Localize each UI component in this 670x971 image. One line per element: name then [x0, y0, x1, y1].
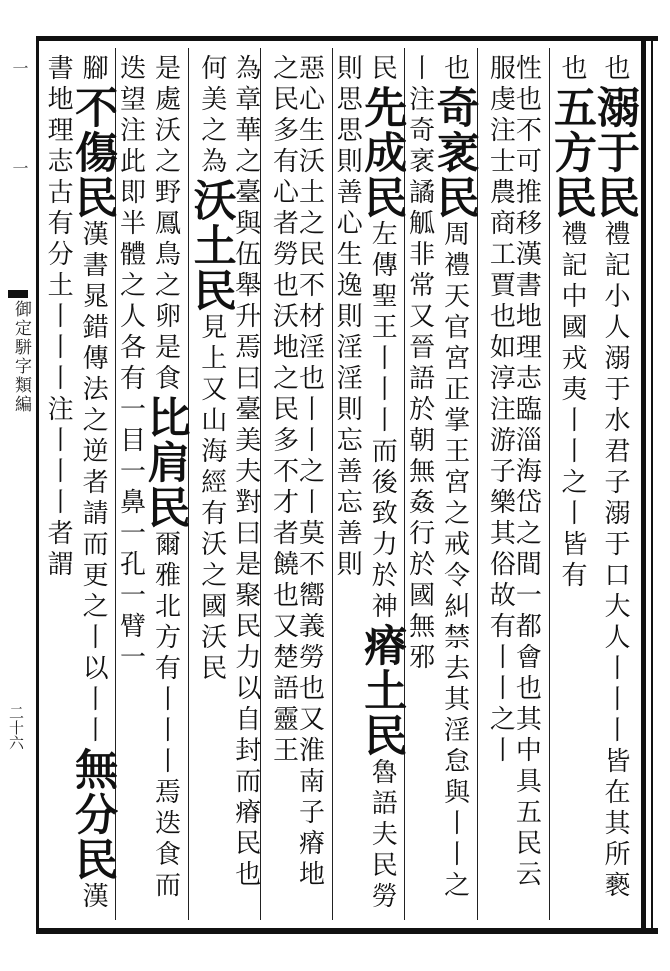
annotation-text: 禮記中國戎夷丨丨之丨皆有: [557, 220, 587, 592]
headword: 先成民: [357, 85, 408, 220]
text-column: [115, 48, 191, 920]
annotation-text: 魯語夫民勞則思思則善心生逸則淫淫則忘善忘善則: [332, 54, 398, 913]
text-column: [332, 48, 408, 920]
annotation-text: 為章華之臺與伍舉升焉曰臺美夫對曰是聚民力以自封而瘠民也何美之為: [196, 54, 261, 891]
annotation-text: 腳: [78, 54, 109, 85]
annotation-text: 左傳聖王丨丨丨而後致力於神: [367, 220, 398, 623]
annotation-text: 性也不可推移漢書地理志臨淄海岱之間一都會也其中具五民云服虔注士農商工賈也如淳注游子樂其俗故有丨丨之丨: [485, 54, 542, 891]
headword: 不傷民: [68, 85, 119, 220]
column-text: [268, 48, 325, 920]
column-text: [43, 48, 119, 920]
text-column: [260, 48, 332, 920]
page-border-right-inner: [651, 36, 653, 934]
headword: 五方民: [547, 85, 597, 220]
annotation-text: 爾雅北方有丨丨丨焉迭食而迭望注此即半體之人各有一目一鼻一孔一臂一: [115, 54, 181, 902]
spine-mark: 一: [10, 60, 29, 76]
text-column: [477, 48, 549, 920]
annotation-text: 漢書晁錯傳法之逆者請而更之丨以丨丨: [78, 220, 109, 747]
annotation-text: 禮記小人溺于水君子溺于口大人丨丨丨皆在其所褻也: [557, 54, 630, 902]
spine-title: 御定駢字類編: [11, 300, 31, 414]
text-column: [43, 48, 119, 920]
column-text: [547, 48, 640, 920]
annotation-text: 見上又山海經有沃之國沃民: [196, 313, 227, 685]
headword: 溺于民: [590, 85, 640, 220]
page-border-top: [36, 36, 658, 41]
annotation-text: 民: [367, 54, 398, 85]
headword: 比肩民: [140, 395, 191, 530]
column-text: [404, 48, 480, 920]
annotation-text: 是處沃之野鳳鳥之卵是食: [150, 54, 181, 395]
page-border-right: [641, 36, 646, 934]
fishtail-mark: [8, 290, 28, 298]
headword: 奇衺民: [429, 85, 480, 220]
book-spine-margin: [0, 0, 36, 971]
spine-mark: 一: [10, 160, 29, 176]
annotation-text: 漢書地理志古有分土丨丨丨注丨丨丨者謂: [43, 54, 109, 913]
column-text: [186, 48, 261, 920]
annotation-text: 惡心生沃土之民不材淫也丨丨之丨莫不嚮義勞也又淮南子瘠地之民多有心者勞也沃地之民多不才者饒也又楚語靈王: [268, 54, 325, 891]
text-column: [188, 48, 260, 920]
column-text: [115, 48, 191, 920]
page-border-left: [36, 36, 39, 934]
text-column: [404, 48, 480, 920]
column-text: [332, 48, 408, 920]
annotation-text: 周禮天官宮正掌王宮之戒令糾禁去其淫怠與丨丨之丨注奇衺譎觚非常又晉語於朝無姦行於國無邪: [404, 54, 470, 902]
text-column: [547, 48, 640, 920]
page-border-bottom: [36, 928, 658, 934]
column-text: [485, 48, 542, 920]
page-number: 二十六: [7, 705, 25, 750]
annotation-text: 也: [600, 54, 630, 85]
text-columns: [43, 48, 640, 920]
headword: 瘠土民: [357, 623, 408, 758]
annotation-text: 也: [439, 54, 470, 85]
headword: 沃土民: [186, 178, 237, 313]
headword: 無分民: [68, 747, 119, 882]
